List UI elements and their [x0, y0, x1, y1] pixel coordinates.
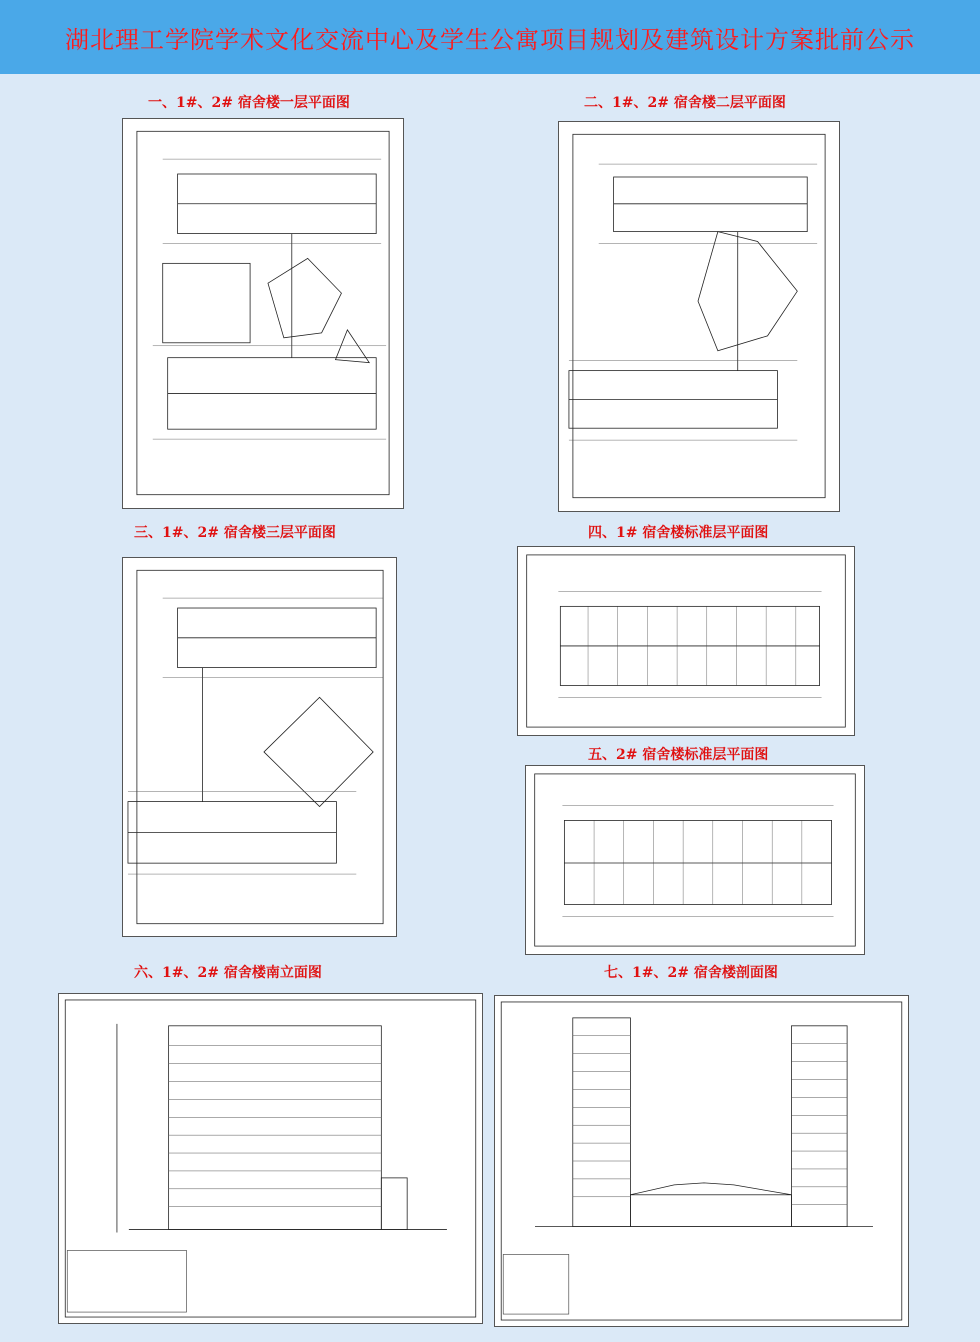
- page-title: 湖北理工学院学术文化交流中心及学生公寓项目规划及建筑设计方案批前公示: [65, 26, 915, 54]
- title-banner: [0, 0, 980, 74]
- std-1-plan-image: [518, 547, 854, 735]
- drawing-floor3-plan: [122, 557, 397, 937]
- caption-floor1: 一、1#、2# 宿舍楼一层平面图: [148, 95, 350, 111]
- drawing-section: [494, 995, 909, 1327]
- drawing-floor2-plan: [558, 121, 840, 512]
- caption-floor3: 三、1#、2# 宿舍楼三层平面图: [134, 525, 336, 541]
- drawing-std-1-plan: [517, 546, 855, 736]
- section-image: [495, 996, 908, 1326]
- caption-section: 七、1#、2# 宿舍楼剖面图: [604, 965, 778, 981]
- caption-std-1: 四、1# 宿舍楼标准层平面图: [588, 525, 769, 541]
- floor3-plan-image: [123, 558, 396, 936]
- floor2-plan-image: [559, 122, 839, 511]
- elevation-image: [59, 994, 482, 1323]
- std-2-plan-image: [526, 766, 864, 954]
- drawing-south-elevation: [58, 993, 483, 1324]
- caption-floor2: 二、1#、2# 宿舍楼二层平面图: [584, 95, 786, 111]
- drawing-std-2-plan: [525, 765, 865, 955]
- caption-elevation: 六、1#、2# 宿舍楼南立面图: [134, 965, 322, 981]
- drawing-floor1-plan: [122, 118, 404, 509]
- floor1-plan-image: [123, 119, 403, 508]
- caption-std-2: 五、2# 宿舍楼标准层平面图: [588, 747, 769, 763]
